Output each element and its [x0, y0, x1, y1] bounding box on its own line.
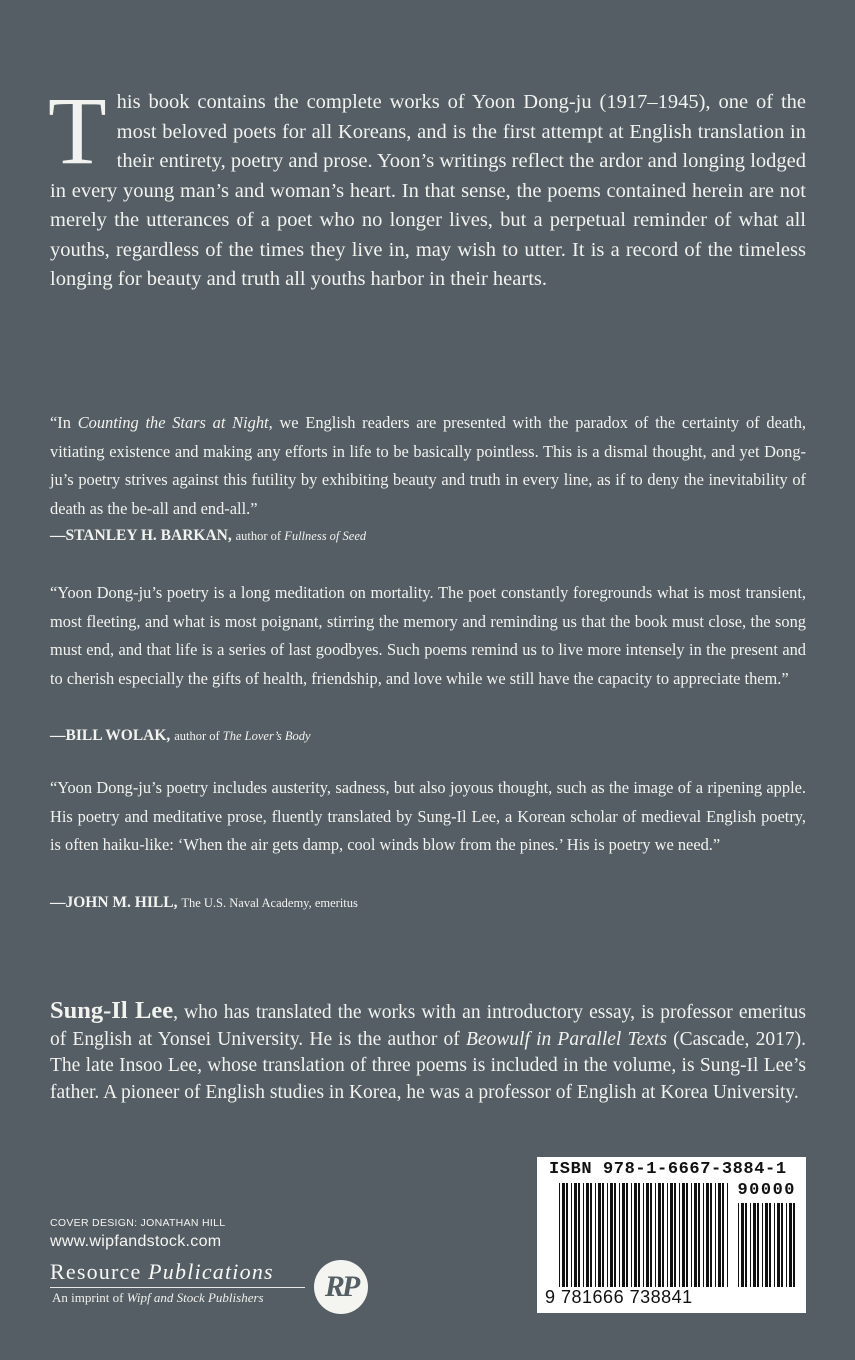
- barcode-bar: [738, 1203, 739, 1287]
- barcode-bar: [793, 1203, 795, 1287]
- barcode-bar: [777, 1203, 780, 1287]
- barcode-bar: [631, 1183, 632, 1287]
- barcode-bar: [646, 1183, 649, 1287]
- barcode-digits: 9 781666 738841: [545, 1287, 693, 1307]
- quote-1-rest: , we English readers are presented with the paradox of the certainty of death, vitiating existence and making any efforts in life to be basically pointless. This is a dismal thought, and yet Dong-ju’s poetry strives against this futility by exhibiting beauty and truth in every line, as if to deny the inevitability of death as the be-all and end-all.”: [50, 413, 806, 518]
- barcode-bar: [667, 1183, 668, 1287]
- barcode-bar: [595, 1183, 596, 1287]
- publisher-name-word-1: Resource: [50, 1259, 142, 1284]
- quote-2-author: —BILL WOLAK,: [50, 727, 171, 744]
- endorsement-quote-1: [50, 409, 806, 523]
- barcode-bar: [602, 1183, 604, 1287]
- barcode-bar: [670, 1183, 673, 1287]
- price-code: 90000: [737, 1181, 796, 1200]
- endorsement-attribution-3: [50, 893, 358, 913]
- bio-text-1: , who has translated the works with an introductory essay, is professor emeritus of English at Yonsei University. He is the author of: [50, 1002, 807, 1050]
- barcode-bar: [703, 1183, 704, 1287]
- bio-book-title: Beowulf in Parallel Texts: [465, 1028, 667, 1050]
- endorsement-attribution-2: [50, 726, 311, 746]
- barcode-bar: [562, 1183, 565, 1287]
- barcode-bar: [722, 1183, 724, 1287]
- barcode-bar: [662, 1183, 664, 1287]
- quote-3-author: —JOHN M. HILL,: [50, 894, 178, 911]
- barcode-bar: [765, 1203, 768, 1287]
- quote-1-role: author of: [235, 529, 285, 543]
- barcode-bar: [638, 1183, 640, 1287]
- barcode-bar: [769, 1203, 771, 1287]
- quote-2-role: author of: [174, 729, 223, 743]
- barcode-bar: [774, 1203, 775, 1287]
- isbn-label: ISBN 978-1-6667-3884-1: [549, 1160, 787, 1179]
- barcode-bar: [586, 1183, 589, 1287]
- barcode-bar: [559, 1183, 560, 1287]
- barcode-bar: [583, 1183, 584, 1287]
- barcode-bar: [610, 1183, 613, 1287]
- publisher-logo-text: RP: [324, 1270, 358, 1303]
- barcode-main-bars: [559, 1183, 731, 1287]
- barcode-bar: [566, 1183, 568, 1287]
- barcode-bar: [655, 1183, 656, 1287]
- barcode-bar: [753, 1203, 756, 1287]
- barcode-bar: [614, 1183, 616, 1287]
- author-bio: [50, 998, 806, 1106]
- cover-design-credit: COVER DESIGN: JONATHAN HILL: [50, 1217, 226, 1229]
- endorsement-quote-3: “Yoon Dong-ju’s poetry includes austerity, sadness, but also joyous thought, such as the image of a ripening apple. His poetry and meditative prose, fluently translated by Sung-Il Lee, a Korean scholar of medieval English poetry, is often haiku-like: ‘When the air gets damp, cool winds blow from the pines.’ His is poetry we need.”: [50, 778, 806, 854]
- imprint-line: [52, 1290, 264, 1306]
- barcode-bar: [715, 1183, 716, 1287]
- bio-text-2: (Cascade, 2017). The late Insoo Lee, whose translation of three poems is included in the volume, is Sung-Il Lee’s father. A pioneer of English studies in Korea, he was a professor of English at Korea University.: [50, 1028, 806, 1103]
- publisher-website: www.wipfandstock.com: [50, 1233, 222, 1250]
- barcode-bar: [634, 1183, 637, 1287]
- barcode-bar: [679, 1183, 680, 1287]
- quote-1-open: “In: [50, 413, 78, 432]
- barcode-bar: [686, 1183, 688, 1287]
- barcode-bar: [698, 1183, 700, 1287]
- barcode-bar: [694, 1183, 697, 1287]
- author-name: Sung-Il Lee: [50, 997, 174, 1024]
- barcode-bar: [706, 1183, 709, 1287]
- barcode-bar: [622, 1183, 625, 1287]
- barcode-bar: [626, 1183, 628, 1287]
- drop-cap-letter: T: [48, 77, 107, 184]
- barcode-bar: [590, 1183, 592, 1287]
- imprint-prefix: An imprint of: [52, 1290, 127, 1305]
- quote-3-role: The U.S. Naval Academy, emeritus: [181, 896, 358, 910]
- quote-1-author: —STANLEY H. BARKAN,: [50, 527, 232, 544]
- barcode-bar: [762, 1203, 763, 1287]
- publisher-divider: [50, 1287, 305, 1288]
- isbn-barcode: [537, 1157, 806, 1313]
- barcode-bar: [781, 1203, 783, 1287]
- barcode-bar: [607, 1183, 608, 1287]
- barcode-bar: [682, 1183, 685, 1287]
- quote-1-book-title: Counting the Stars at Night: [77, 413, 269, 432]
- barcode-bar: [578, 1183, 580, 1287]
- barcode-bar: [786, 1203, 787, 1287]
- publisher-logo: [314, 1260, 368, 1314]
- barcode-bar: [750, 1203, 751, 1287]
- barcode-bar: [674, 1183, 676, 1287]
- barcode-bar: [650, 1183, 652, 1287]
- barcode-bar: [643, 1183, 644, 1287]
- barcode-bar: [745, 1203, 747, 1287]
- barcode-bar: [658, 1183, 661, 1287]
- barcode-bar: [718, 1183, 721, 1287]
- publisher-name: [50, 1259, 305, 1285]
- barcode-bar: [710, 1183, 712, 1287]
- endorsement-attribution-1: [50, 526, 366, 546]
- publisher-name-word-2: Publications: [148, 1259, 274, 1284]
- barcode-bar: [619, 1183, 620, 1287]
- endorsement-quote-2: “Yoon Dong-ju’s poetry is a long meditation on mortality. The poet constantly foregrounds what is most transient, most fleeting, and what is most poignant, stirring the memory and reminding us that the book must close, the song must end, and that life is a series of last goodbyes. Such poems remind us to live more intensely in the present and to cherish especially the gifts of health, friendship, and love while we still have the capacity to appreciate them.”: [50, 583, 806, 688]
- barcode-addon-bars: [738, 1203, 798, 1287]
- barcode-bar: [574, 1183, 577, 1287]
- barcode-bar: [598, 1183, 601, 1287]
- book-description: [48, 77, 806, 295]
- quote-1-role-work: Fullness of Seed: [284, 529, 367, 543]
- barcode-bar: [789, 1203, 792, 1287]
- quote-2-role-work: The Lover’s Body: [222, 729, 311, 743]
- barcode-bar: [727, 1183, 728, 1287]
- barcode-bar: [741, 1203, 744, 1287]
- imprint-name: Wipf and Stock Publishers: [126, 1290, 264, 1305]
- barcode-bar: [691, 1183, 692, 1287]
- book-description-text: his book contains the complete works of Yoon Dong-ju (1917–1945), one of the most beloved poets for all Koreans, and is the first attempt at English translation in their entirety, poetry and prose. Yoon’s writings reflect the ardor and longing lodged in every young man’s and woman’s heart. In that sense, the poems contained herein are not merely the utterances of a poet who no longer lives, but a perpetual reminder of what all youths, regardless of the times they live in, may wish to utter. It is a record of the timeless longing for beauty and truth all youths harbor in their hearts.: [50, 91, 806, 290]
- barcode-bar: [571, 1183, 572, 1287]
- barcode-bar: [757, 1203, 759, 1287]
